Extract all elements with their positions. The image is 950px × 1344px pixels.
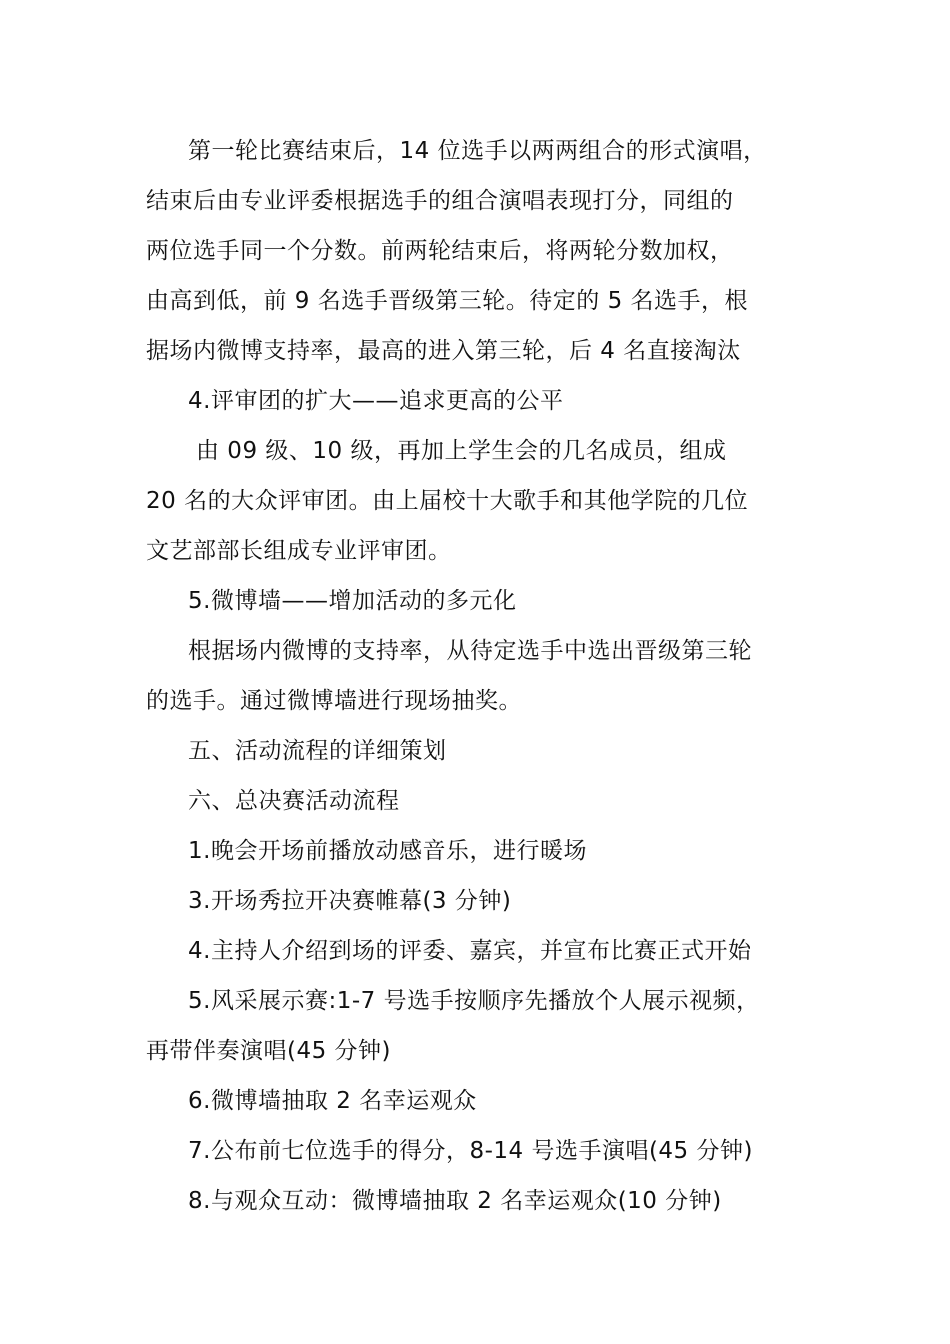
paragraph-line: 20 名的大众评审团。由上届校十大歌手和其他学院的几位 xyxy=(146,488,749,514)
paragraph-line: 由高到低，前 9 名选手晋级第三轮。待定的 5 名选手，根 xyxy=(146,288,749,314)
paragraph-line: 由 09 级、10 级，再加上学生会的几名成员，组成 xyxy=(196,438,727,464)
list-item: 5.风采展示赛:1-7 号选手按顺序先播放个人展示视频， xyxy=(188,988,760,1014)
paragraph-line: 据场内微博支持率，最高的进入第三轮，后 4 名直接淘汰 xyxy=(146,338,741,364)
section-heading: 5.微博墙——增加活动的多元化 xyxy=(188,588,517,614)
paragraph-line: 结束后由专业评委根据选手的组合演唱表现打分，同组的 xyxy=(146,188,734,214)
list-item: 8.与观众互动：微博墙抽取 2 名幸运观众(10 分钟) xyxy=(188,1188,722,1214)
section-heading: 五、活动流程的详细策划 xyxy=(188,738,447,764)
paragraph-line: 文艺部部长组成专业评审团。 xyxy=(146,538,452,564)
section-heading: 4.评审团的扩大——追求更高的公平 xyxy=(188,388,564,414)
list-item: 6.微博墙抽取 2 名幸运观众 xyxy=(188,1088,477,1114)
list-item-continuation: 再带伴奏演唱(45 分钟) xyxy=(146,1038,392,1064)
paragraph-line: 的选手。通过微博墙进行现场抽奖。 xyxy=(146,688,522,714)
list-item: 1.晚会开场前播放动感音乐，进行暖场 xyxy=(188,838,587,864)
paragraph-line: 两位选手同一个分数。前两轮结束后，将两轮分数加权， xyxy=(146,238,734,264)
list-item: 4.主持人介绍到场的评委、嘉宾，并宣布比赛正式开始 xyxy=(188,938,752,964)
section-heading: 六、总决赛活动流程 xyxy=(188,788,400,814)
list-item: 3.开场秀拉开决赛帷幕(3 分钟) xyxy=(188,888,512,914)
paragraph-line: 根据场内微博的支持率，从待定选手中选出晋级第三轮 xyxy=(188,638,752,664)
paragraph-line: 第一轮比赛结束后，14 位选手以两两组合的形式演唱， xyxy=(188,138,767,164)
list-item: 7.公布前七位选手的得分，8-14 号选手演唱(45 分钟) xyxy=(188,1138,753,1164)
